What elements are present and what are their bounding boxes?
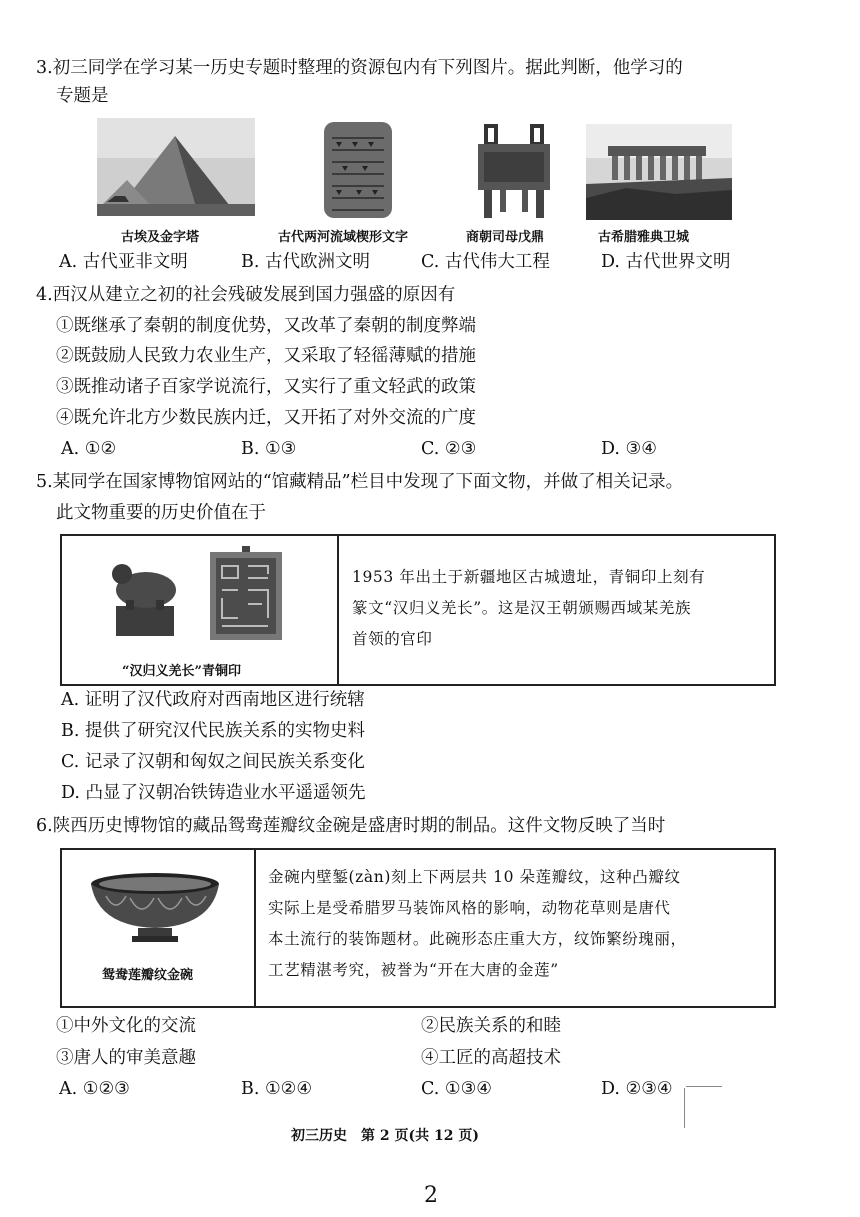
q5-option-b[interactable]: B. 提供了研究汉代民族关系的实物史料 bbox=[61, 721, 365, 741]
q6-box-line4: 工艺精湛考究，被誉为“开在大唐的金莲” bbox=[268, 961, 559, 979]
q3-option-c[interactable]: C. 古代伟大工程 bbox=[421, 252, 550, 272]
bronze-ding-caption: 商朝司母戊鼎 bbox=[466, 230, 545, 245]
q5-option-a[interactable]: A. 证明了汉代政府对西南地区进行统辖 bbox=[61, 690, 365, 710]
scan-mark-horizontal bbox=[686, 1086, 722, 1087]
q6-item-2: ②民族关系的和睦 bbox=[421, 1016, 561, 1036]
q4-option-b[interactable]: B. ①③ bbox=[241, 439, 297, 459]
q4-stem: 4.西汉从建立之初的社会残破发展到国力强盛的原因有 bbox=[36, 285, 456, 305]
scan-mark-vertical bbox=[684, 1088, 685, 1128]
page-footer: 初三历史 第 2 页(共 12 页) bbox=[291, 1128, 479, 1144]
bronze-ding-image bbox=[470, 124, 558, 220]
gold-bowl-caption: 鸳鸯莲瓣纹金碗 bbox=[102, 968, 194, 983]
q3-stem-line1: 3.初三同学在学习某一历史专题时整理的资源包内有下列图片。据此判断，他学习的 bbox=[36, 58, 683, 78]
q3-stem-line2: 专题是 bbox=[56, 86, 109, 106]
q6-box-line1: 金碗内壁錾(zàn)刻上下两层共 10 朵莲瓣纹，这种凸瓣纹 bbox=[268, 868, 681, 886]
cuneiform-tablet-image bbox=[322, 120, 394, 220]
q6-option-c[interactable]: C. ①③④ bbox=[421, 1079, 492, 1099]
q4-option-a[interactable]: A. ①② bbox=[61, 439, 117, 459]
q3-option-b[interactable]: B. 古代欧洲文明 bbox=[241, 252, 370, 272]
q5-option-d[interactable]: D. 凸显了汉朝冶铁铸造业水平遥遥领先 bbox=[61, 783, 366, 803]
q5-box-line1: 1953 年出土于新疆地区古城遗址，青铜印上刻有 bbox=[352, 568, 706, 586]
seal-caption: “汉归义羌长”青铜印 bbox=[122, 664, 241, 679]
q4-option-c[interactable]: C. ②③ bbox=[421, 439, 477, 459]
q5-option-c[interactable]: C. 记录了汉朝和匈奴之间民族关系变化 bbox=[61, 752, 365, 772]
q6-stem: 6.陕西历史博物馆的藏品鸳鸯莲瓣纹金碗是盛唐时期的制品。这件文物反映了当时 bbox=[36, 816, 666, 836]
cuneiform-caption: 古代两河流域楔形文字 bbox=[278, 230, 409, 245]
pyramid-image bbox=[97, 118, 255, 216]
q6-option-a[interactable]: A. ①②③ bbox=[59, 1079, 130, 1099]
q3-option-a[interactable]: A. 古代亚非文明 bbox=[59, 252, 188, 272]
q4-item-1: ①既继承了秦朝的制度优势，又改革了秦朝的制度弊端 bbox=[56, 316, 476, 336]
q6-item-4: ④工匠的高超技术 bbox=[421, 1048, 561, 1068]
q4-item-4: ④既允许北方少数民族内迁，又开拓了对外交流的广度 bbox=[56, 408, 476, 428]
q6-item-1: ①中外文化的交流 bbox=[56, 1016, 196, 1036]
q6-box-line3: 本土流行的装饰题材。此碗形态庄重大方，纹饰繁纷瑰丽， bbox=[268, 930, 687, 948]
q5-stem-line2: 此文物重要的历史价值在于 bbox=[56, 503, 266, 523]
q6-box-divider bbox=[254, 850, 256, 1006]
q3-option-d[interactable]: D. 古代世界文明 bbox=[601, 252, 731, 272]
pyramid-caption: 古埃及金字塔 bbox=[121, 230, 200, 245]
seal-imprint-image bbox=[208, 546, 284, 644]
q6-option-b[interactable]: B. ①②④ bbox=[241, 1079, 313, 1099]
q4-item-2: ②既鼓励人民致力农业生产，又采取了轻徭薄赋的措施 bbox=[56, 346, 476, 366]
q5-box-divider bbox=[337, 536, 339, 684]
page-number: 2 bbox=[424, 1183, 438, 1208]
q5-stem-line1: 5.某同学在国家博物馆网站的“馆藏精品”栏目中发现了下面文物，并做了相关记录。 bbox=[36, 472, 684, 492]
q5-box-line3: 首领的官印 bbox=[352, 630, 433, 648]
bronze-seal-image bbox=[106, 550, 184, 638]
q5-box-line2: 篆文“汉归义羌长”。这是汉王朝颁赐西域某羌族 bbox=[352, 599, 692, 617]
q6-option-d[interactable]: D. ②③④ bbox=[601, 1079, 673, 1099]
q6-box-line2: 实际上是受希腊罗马装饰风格的影响，动物花草则是唐代 bbox=[268, 899, 671, 917]
q4-item-3: ③既推动诸子百家学说流行，又实行了重文轻武的政策 bbox=[56, 377, 476, 397]
acropolis-caption: 古希腊雅典卫城 bbox=[598, 230, 690, 245]
q4-option-d[interactable]: D. ③④ bbox=[601, 439, 657, 459]
q5-artifact-box bbox=[60, 534, 776, 686]
q6-artifact-box bbox=[60, 848, 776, 1008]
gold-bowl-image bbox=[86, 870, 224, 944]
acropolis-image bbox=[586, 124, 732, 220]
q6-item-3: ③唐人的审美意趣 bbox=[56, 1048, 196, 1068]
